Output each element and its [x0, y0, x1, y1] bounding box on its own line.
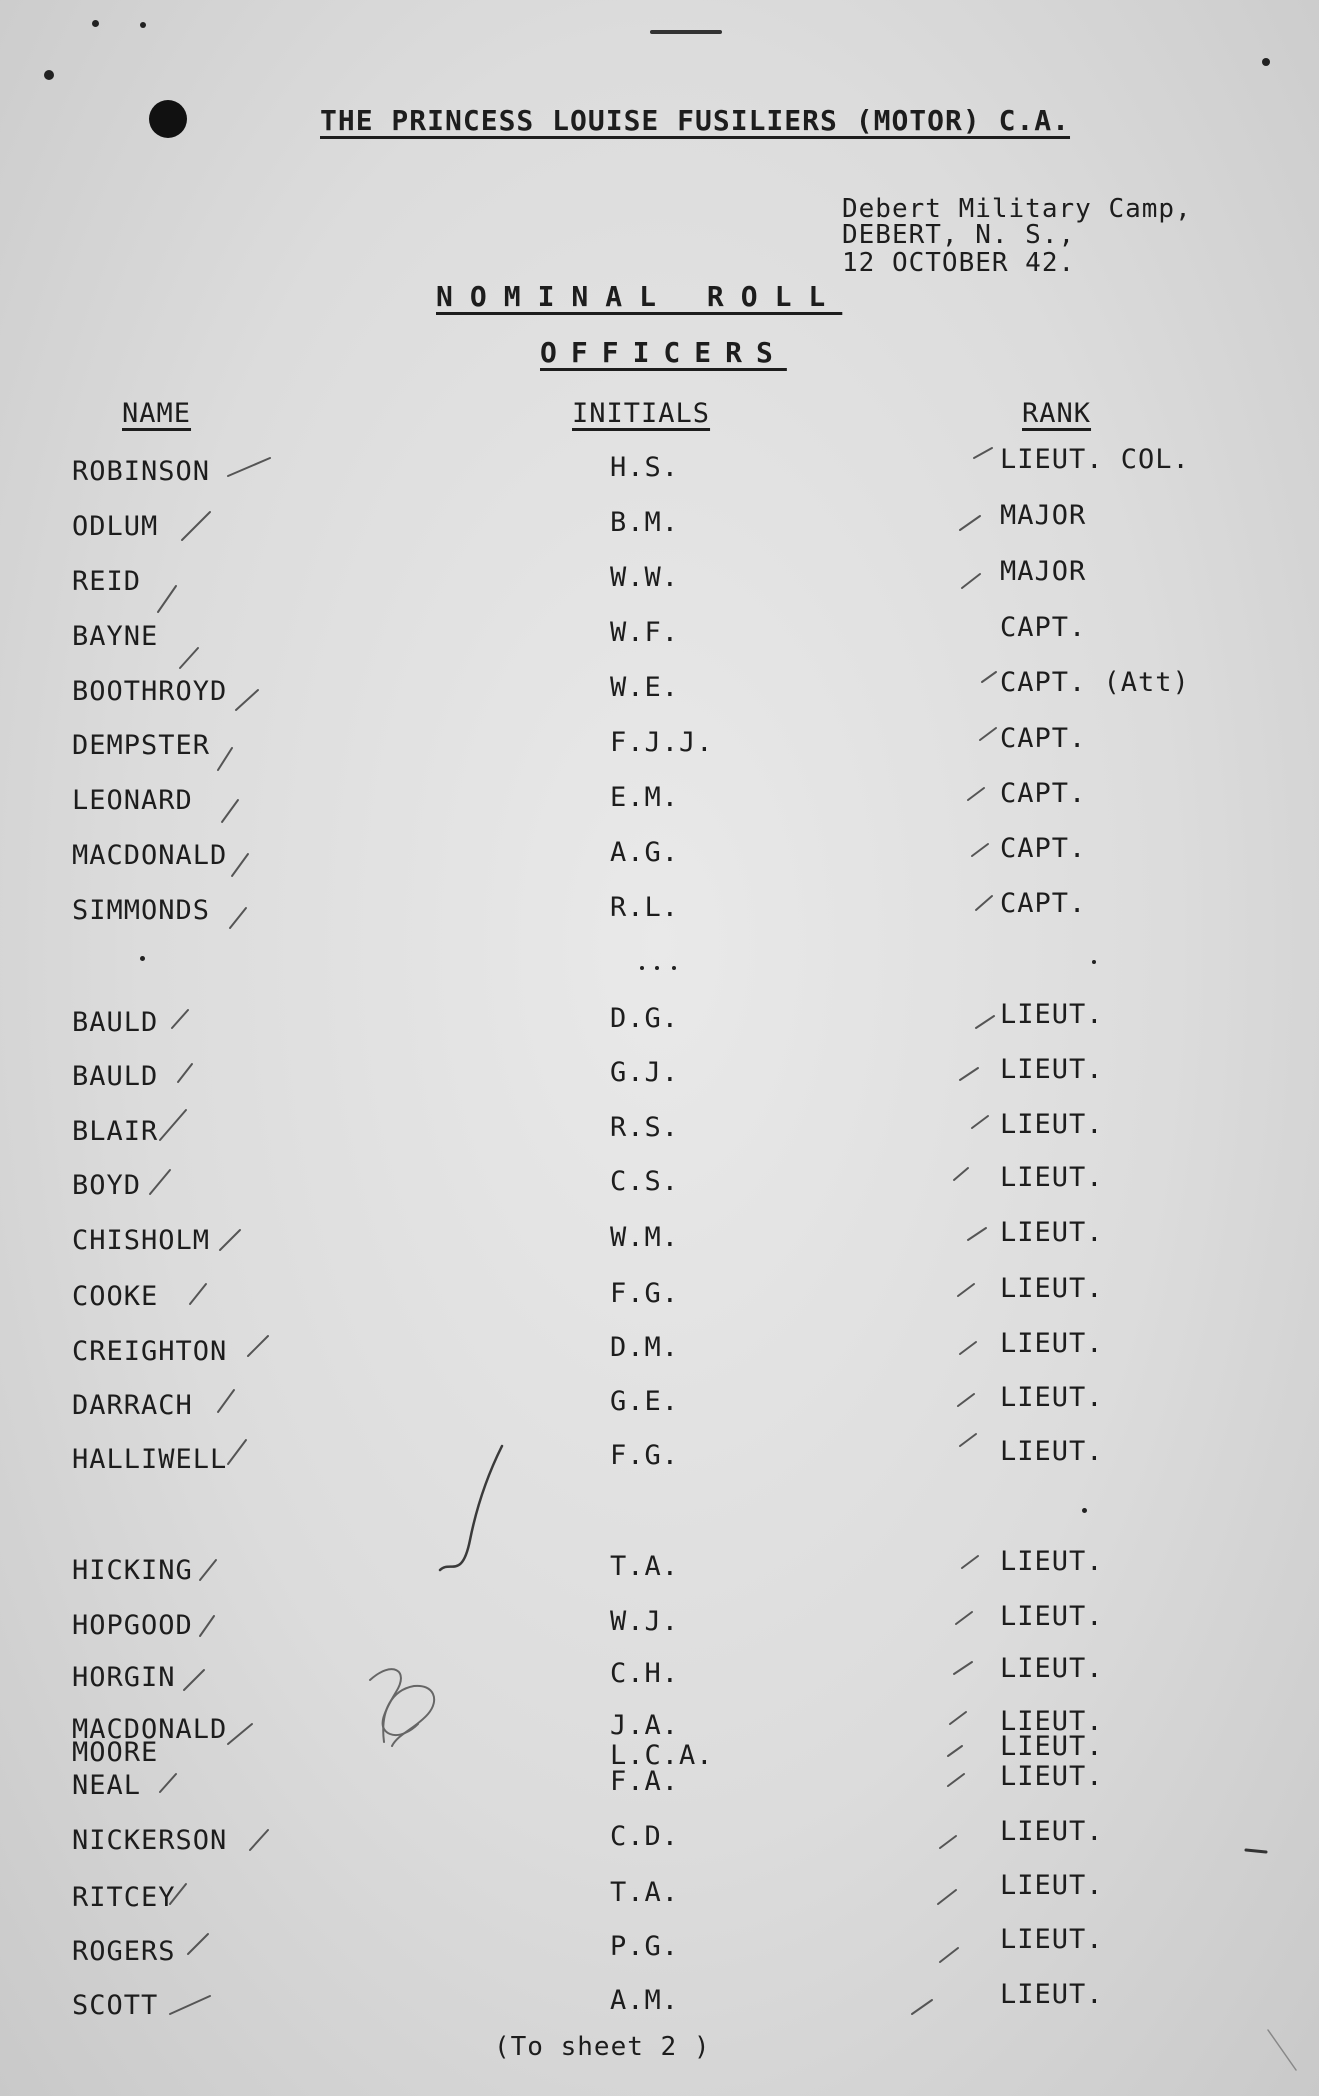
- separator-dot: [655, 966, 659, 970]
- speck: [92, 20, 99, 27]
- officer-rank: CAPT.: [1000, 888, 1087, 919]
- officer-rank: LIEUT.: [1000, 1054, 1104, 1085]
- officer-initials: H.S.: [610, 452, 680, 483]
- officer-rank: LIEUT.: [1000, 1601, 1104, 1632]
- officer-initials: A.G.: [610, 837, 680, 868]
- officer-name: HOPGOOD: [72, 1610, 193, 1641]
- officer-initials: L.C.A.: [610, 1740, 714, 1771]
- separator-dot: [1082, 1508, 1087, 1513]
- officer-name: ROGERS: [72, 1936, 176, 1967]
- officer-rank: LIEUT.: [1000, 1109, 1104, 1140]
- officer-name: HICKING: [72, 1555, 193, 1586]
- officer-initials: W.W.: [610, 562, 680, 593]
- binding-mark: [650, 30, 722, 34]
- officer-name: BAULD: [72, 1061, 159, 1092]
- officer-name: SCOTT: [72, 1990, 159, 2021]
- column-header-initials: INITIALS: [572, 398, 711, 429]
- officer-rank: CAPT. (Att): [1000, 667, 1190, 698]
- officer-name: REID: [72, 566, 142, 597]
- officer-name: BOYD: [72, 1170, 142, 1201]
- officer-name: DARRACH: [72, 1390, 193, 1421]
- officer-rank: LIEUT.: [1000, 1653, 1104, 1684]
- officer-initials: A.M.: [610, 1985, 680, 2016]
- officer-initials: C.H.: [610, 1658, 680, 1689]
- officer-initials: E.M.: [610, 782, 680, 813]
- location-line-1: Debert Military Camp,: [842, 194, 1192, 224]
- officer-rank: LIEUT.: [1000, 1706, 1104, 1737]
- officer-rank: LIEUT.: [1000, 1870, 1104, 1901]
- document-date: 12 OCTOBER 42.: [842, 248, 1076, 278]
- officer-name: NICKERSON: [72, 1825, 228, 1856]
- officer-rank: MAJOR: [1000, 500, 1087, 531]
- officer-rank: LIEUT.: [1000, 999, 1104, 1030]
- officer-initials: W.F.: [610, 617, 680, 648]
- officer-name: COOKE: [72, 1281, 159, 1312]
- officer-initials: D.G.: [610, 1003, 680, 1034]
- officer-initials: F.J.J.: [610, 727, 714, 758]
- officer-name: RITCEY: [72, 1882, 176, 1913]
- officer-name: SIMMONDS: [72, 895, 211, 926]
- officer-initials: J.A.: [610, 1710, 680, 1741]
- officer-name: HORGIN: [72, 1662, 176, 1693]
- roll-title: NOMINAL ROLL: [436, 280, 843, 313]
- officer-initials: C.S.: [610, 1166, 680, 1197]
- column-header-name: NAME: [122, 398, 192, 429]
- officer-rank: LIEUT.: [1000, 1979, 1104, 2010]
- section-title: OFFICERS: [540, 336, 787, 369]
- officer-name: MOORE: [72, 1737, 159, 1768]
- officer-name: BAULD: [72, 1007, 159, 1038]
- officer-rank: LIEUT.: [1000, 1731, 1104, 1762]
- officer-initials: D.M.: [610, 1332, 680, 1363]
- continuation-note: (To sheet 2 ): [494, 2032, 711, 2062]
- punch-hole: [149, 100, 187, 138]
- separator-dot: [640, 966, 644, 970]
- officer-initials: G.E.: [610, 1386, 680, 1417]
- officer-rank: LIEUT.: [1000, 1382, 1104, 1413]
- officer-rank: LIEUT.: [1000, 1436, 1104, 1467]
- officer-initials: T.A.: [610, 1877, 680, 1908]
- speck: [44, 70, 54, 80]
- officer-rank: CAPT.: [1000, 778, 1087, 809]
- officer-name: DEMPSTER: [72, 730, 211, 761]
- officer-rank: CAPT.: [1000, 723, 1087, 754]
- officer-initials: F.G.: [610, 1278, 680, 1309]
- officer-initials: T.A.: [610, 1551, 680, 1582]
- officer-initials: W.J.: [610, 1606, 680, 1637]
- officer-name: LEONARD: [72, 785, 193, 816]
- officer-name: CHISHOLM: [72, 1225, 211, 1256]
- officer-name: MACDONALD: [72, 840, 228, 871]
- officer-name: MACDONALD: [72, 1714, 228, 1745]
- officer-rank: LIEUT.: [1000, 1816, 1104, 1847]
- officer-name: BOOTHROYD: [72, 676, 228, 707]
- officer-rank: LIEUT.: [1000, 1217, 1104, 1248]
- officer-rank: LIEUT.: [1000, 1273, 1104, 1304]
- officer-initials: C.D.: [610, 1821, 680, 1852]
- officer-initials: W.M.: [610, 1222, 680, 1253]
- location-line-2: DEBERT, N. S.,: [842, 220, 1076, 250]
- officer-name: NEAL: [72, 1770, 142, 1801]
- unit-title: THE PRINCESS LOUISE FUSILIERS (MOTOR) C.A.: [320, 104, 1071, 137]
- officer-rank: LIEUT.: [1000, 1162, 1104, 1193]
- officer-name: BLAIR: [72, 1116, 159, 1147]
- officer-initials: P.G.: [610, 1931, 680, 1962]
- officer-rank: LIEUT.: [1000, 1328, 1104, 1359]
- officer-rank: MAJOR: [1000, 556, 1087, 587]
- officer-name: ODLUM: [72, 511, 159, 542]
- officer-initials: G.J.: [610, 1057, 680, 1088]
- speck: [1262, 58, 1270, 66]
- officer-initials: F.G.: [610, 1440, 680, 1471]
- officer-initials: W.E.: [610, 672, 680, 703]
- officer-initials: R.S.: [610, 1112, 680, 1143]
- officer-name: CREIGHTON: [72, 1336, 228, 1367]
- officer-rank: LIEUT.: [1000, 1924, 1104, 1955]
- officer-rank: LIEUT.: [1000, 1546, 1104, 1577]
- officer-name: ROBINSON: [72, 456, 211, 487]
- separator-dot: [672, 966, 676, 970]
- separator-dot: [140, 956, 145, 961]
- column-header-rank: RANK: [1022, 398, 1092, 429]
- speck: [140, 22, 146, 28]
- officer-rank: CAPT.: [1000, 612, 1087, 643]
- officer-initials: R.L.: [610, 892, 680, 923]
- officer-name: HALLIWELL: [72, 1444, 228, 1475]
- officer-rank: LIEUT. COL.: [1000, 444, 1190, 475]
- separator-dot: [1092, 960, 1096, 964]
- officer-initials: F.A.: [610, 1766, 680, 1797]
- officer-initials: B.M.: [610, 507, 680, 538]
- officer-name: BAYNE: [72, 621, 159, 652]
- officer-rank: LIEUT.: [1000, 1761, 1104, 1792]
- officer-rank: CAPT.: [1000, 833, 1087, 864]
